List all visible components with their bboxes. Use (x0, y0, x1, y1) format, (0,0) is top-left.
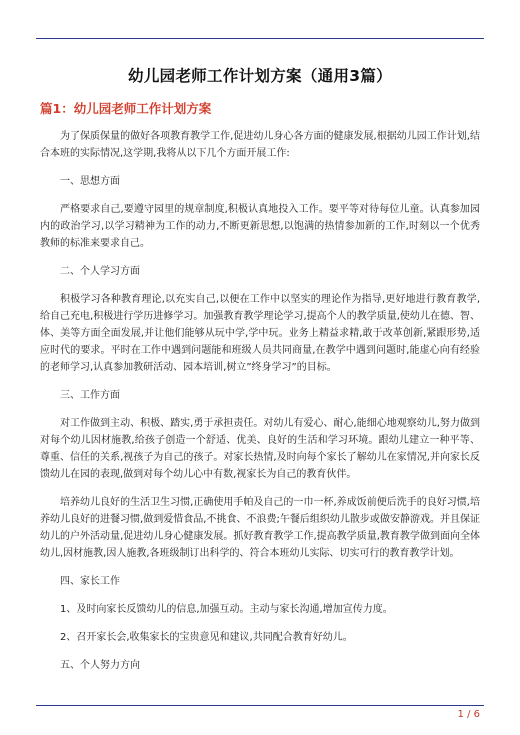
heading-study: 二、个人学习方面 (60, 266, 140, 277)
paragraph-work-1: 对工作做到主动、积极、踏实,勇于承担责任。对幼儿有爱心、耐心,能细心地观察幼儿,努力做到对每个幼儿因材施教,给孩子创造一个舒适、优美、良好的生活和学习环境。跟幼儿建立一种平等、尊重、信任的关系,视孩子为自己的孩子。对家长热情,及时向每个家长了解幼儿在家情况,并向家长反馈幼儿在园的表现,做到对每个幼儿心中有数,视家长为自己的教育伙伴。 (40, 418, 480, 480)
intro-paragraph: 为了保质保量的做好各项教育教学工作,促进幼儿身心各方面的健康发展,根据幼儿园工作计划,结合本班的实际情况,这学期,我将从以下几个方面开展工作: (40, 131, 480, 159)
document-body (40, 128, 480, 685)
paragraph-thoughts: 严格要求自己,要遵守园里的规章制度,积极认真地投入工作。要平等对待每位儿童。认真参加园内的政治学习,以学习精神为工作的动力,不断更新思想,以饱满的热情参加新的工作,时刻以一个优秀教师的标准来要求自己。 (40, 204, 480, 249)
page-number: 1 / 6 (457, 709, 480, 720)
header-rule (36, 38, 484, 39)
footer-rule (36, 705, 484, 706)
paragraph-work-2: 培养幼儿良好的生活卫生习惯,正确使用手帕及自己的一巾一杯,养成饭前便后洗手的良好习惯,培养幼儿良好的进餐习惯,做到爱惜食品,不挑食、不浪费;午餐后组织幼儿散步或做安静游戏。并且保证幼儿的户外活动量,促进幼儿身心健康发展。抓好教育教学工作,提高教学质量,教育教学做到面向全体幼儿,因材施教,因人施教,各班级制订出科学的、符合本班幼儿实际、切实可行的教育教学计划。 (40, 497, 480, 559)
paragraph-parents-1: 1、及时向家长反馈幼儿的信息,加强互动。主动与家长沟通,增加宣传力度。 (60, 604, 393, 615)
paragraph-study: 积极学习各种教育理论,以充实自己,以便在工作中以坚实的理论作为指导,更好地进行教育教学,给自己充电,积极进行学历进修学习。加强教育教学理论学习,提高个人的教学质量,使幼儿在德、智、体、美等方面全面发展,并让他们能够从玩中学,学中玩。业务上精益求精,敢于改革创新,紧跟形势,适应时代的要求。平时在工作中遇到问题能和班级人员共同商量,在教学中遇到问题时,能虚心向有经验的老师学习,认真参加教研活动、园本培训,树立”终身学习”的目标。 (40, 294, 480, 373)
heading-parents: 四、家长工作 (60, 576, 120, 587)
paragraph-parents-2: 2、召开家长会,收集家长的宝贵意见和建议,共同配合教育好幼儿。 (60, 632, 353, 643)
heading-direction: 五、个人努力方向 (60, 660, 140, 671)
heading-thoughts: 一、思想方面 (60, 176, 120, 187)
section-title: 篇1：幼儿园老师工作计划方案 (40, 101, 212, 116)
heading-work: 三、工作方面 (60, 390, 120, 401)
document-title: 幼儿园老师工作计划方案（通用3篇） (128, 67, 392, 85)
